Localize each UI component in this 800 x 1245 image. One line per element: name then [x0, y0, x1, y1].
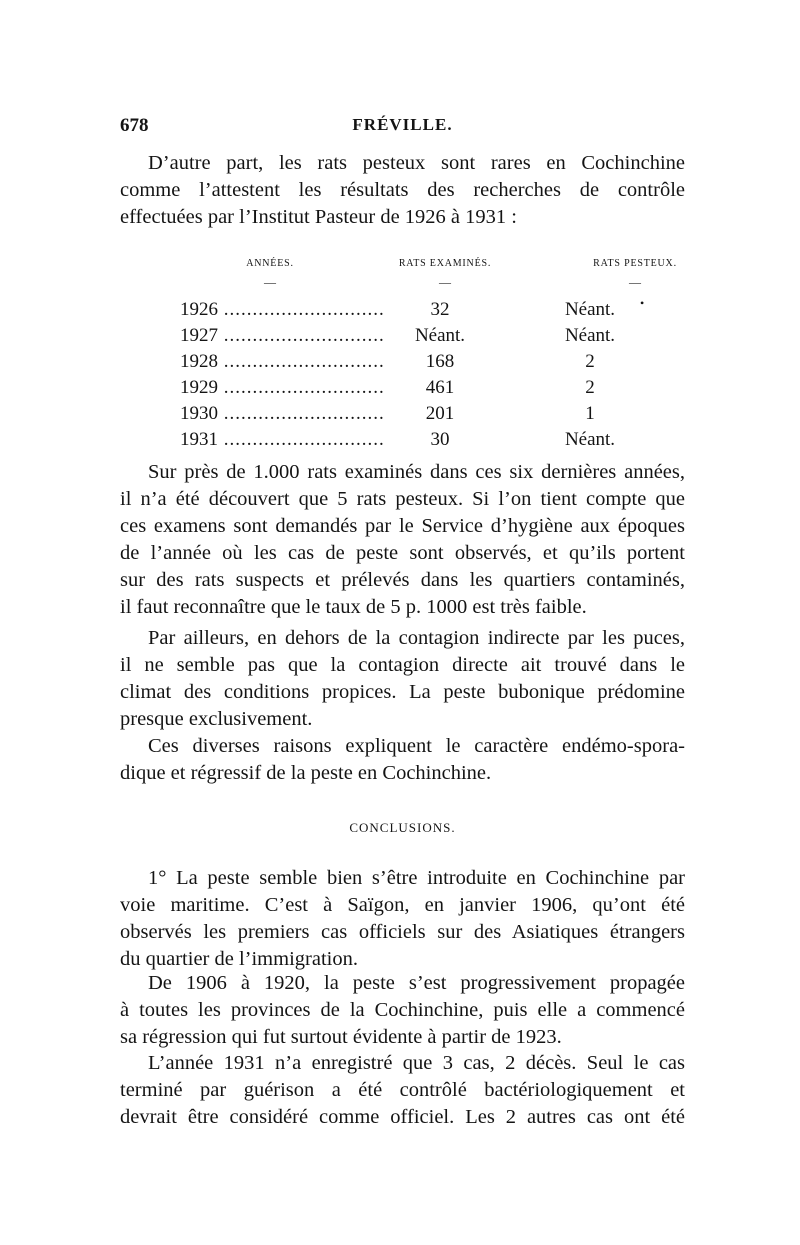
text-line: D’autre part, les rats pesteux sont rares en Cochinchine [148, 152, 685, 174]
text-line: observés les premiers cas officiels sur des Asiatiques étrangers [120, 921, 685, 943]
paragraph-contagion [120, 625, 685, 733]
text-line: climat des conditions propices. La peste bubonique prédomine [120, 681, 685, 703]
text-line: Ces diverses raisons expliquent le caractère endémo-spora- [148, 735, 685, 757]
text-line: devrait être considéré comme officiel. Les 2 autres cas ont été [120, 1106, 685, 1128]
table-row [160, 427, 660, 453]
plague-cell: Néant. [564, 299, 616, 320]
rats-table [160, 297, 660, 453]
examined-cell: 201 [425, 403, 455, 424]
text-line: sur des rats suspects et prélevés dans les quartiers contaminés, [120, 569, 685, 591]
text-line: sa régression qui fut surtout évidente à partir de 1923. [120, 1026, 562, 1048]
text-line: L’année 1931 n’a enregistré que 3 cas, 2 décès. Seul le cas [148, 1052, 685, 1074]
bullet-mark: • [640, 296, 645, 310]
text-line: à toutes les provinces de la Cochinchine, puis elle a commencé [120, 999, 685, 1021]
text-line: du quartier de l’immigration. [120, 948, 358, 970]
section-heading-conclusions: CONCLUSIONS. [349, 820, 456, 835]
examined-cell: 30 [430, 429, 450, 450]
paragraph-conclusion-1 [120, 865, 685, 973]
plague-cell: 1 [585, 403, 595, 424]
table-row [160, 349, 660, 375]
year-cell: 1928 ..... [180, 349, 385, 375]
examined-cell: 168 [425, 351, 455, 372]
plague-cell: Néant. [564, 325, 616, 346]
running-head [120, 115, 685, 141]
page-number: 678 [120, 115, 149, 136]
paragraph-reasons [120, 733, 685, 787]
plague-cell: 2 [585, 351, 595, 372]
paragraph-rat-count [120, 459, 685, 621]
table-header [120, 258, 685, 298]
text-line: voie maritime. C’est à Saïgon, en janvier 1906, qu’ont été [120, 894, 685, 916]
column-rule: — [439, 275, 451, 289]
text-line: presque exclusivement. [120, 708, 313, 730]
column-header-examined [375, 258, 515, 290]
text-line: il faut reconnaître que le taux de 5 p. 1000 est très faible. [120, 596, 587, 618]
table-row [160, 401, 660, 427]
examined-cell: Néant. [414, 325, 466, 346]
text-line: terminé par guérison a été contrôlé bactériologiquement et [120, 1079, 685, 1101]
text-line: De 1906 à 1920, la peste s’est progressivement propagée [148, 972, 685, 994]
text-line: dique et régressif de la peste en Cochinchine. [120, 762, 492, 784]
running-title: FRÉVILLE. [352, 115, 453, 134]
text-line: effectuées par l’Institut Pasteur de 1926 à 1931 : [120, 206, 517, 228]
paragraph-year-1931 [120, 1050, 685, 1131]
year-cell: 1931 ..... [180, 427, 385, 453]
text-line: comme l’attestent les résultats des recherches de contrôle [120, 179, 685, 201]
column-rule: — [629, 275, 641, 289]
column-header-label: RATS PESTEUX. [593, 258, 677, 269]
text-line: il ne semble pas que la contagion directe ait trouvé dans le [120, 654, 685, 676]
text-line: de l’année où les cas de peste sont observés, et qu’ils portent [120, 542, 685, 564]
table-row [160, 323, 660, 349]
year-cell: 1930 ..... [180, 401, 385, 427]
text-line: Sur près de 1.000 rats examinés dans ces six dernières années, [148, 461, 685, 483]
year-cell: 1927 ..... [180, 323, 385, 349]
text-line: Par ailleurs, en dehors de la contagion indirecte par les puces, [148, 627, 685, 649]
column-header-plague [570, 258, 700, 290]
year-cell: 1929 ..... [180, 375, 385, 401]
plague-cell: Néant. [564, 429, 616, 450]
column-header-label: RATS EXAMINÉS. [398, 258, 492, 269]
column-rule: — [264, 275, 276, 289]
text-line: ces examens sont demandés par le Service d’hygiène aux époques [120, 515, 685, 537]
intro-paragraph [120, 150, 685, 231]
year-cell: 1926 ..... [180, 297, 385, 323]
column-header-label: ANNÉES. [246, 258, 294, 269]
text-line: 1° La peste semble bien s’être introduite en Cochinchine par [148, 867, 685, 889]
table-row [160, 297, 660, 323]
column-header-years [220, 258, 320, 290]
paragraph-propagation [120, 970, 685, 1051]
examined-cell: 32 [430, 299, 450, 320]
text-line: il n’a été découvert que 5 rats pesteux. Si l’on tient compte que [120, 488, 685, 510]
plague-cell: 2 [585, 377, 595, 398]
table-row [160, 375, 660, 401]
examined-cell: 461 [425, 377, 455, 398]
